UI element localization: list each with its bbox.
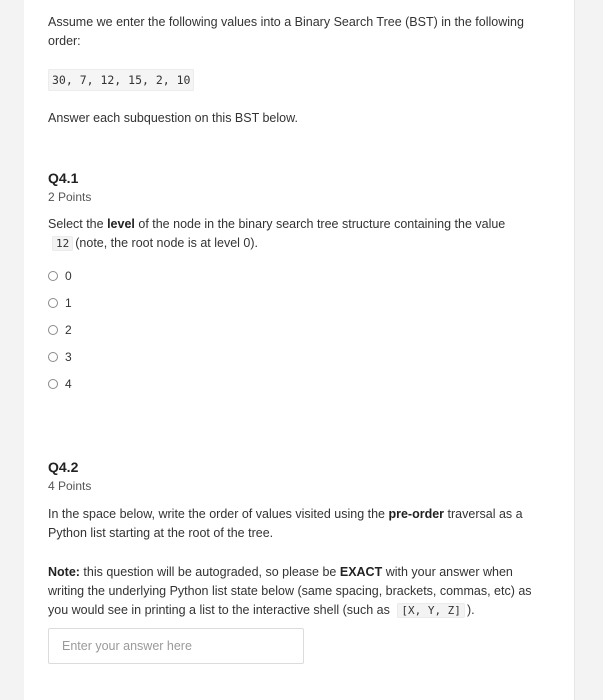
intro-text <box>48 13 538 51</box>
q2-prompt-suffix: traversal as a Python list starting at the root of the tree. <box>48 507 523 540</box>
note-label: Note: <box>48 565 80 579</box>
q2-points: 4 Points <box>48 479 92 493</box>
radio-button[interactable] <box>48 298 58 308</box>
q2-prompt-bold: pre-order <box>388 507 445 521</box>
intro-sentence: Assume we enter the following values into a Binary Search Tree (BST) in the following order: <box>48 15 524 48</box>
question-panel <box>24 0 575 700</box>
q1-prompt-bold: level <box>107 217 135 231</box>
q1-option-2[interactable] <box>48 316 72 343</box>
q1-prompt-middle: of the node in the binary search tree structure containing the value <box>134 217 506 231</box>
radio-button[interactable] <box>48 379 58 389</box>
note-end: ). <box>466 603 475 617</box>
note-part1: this question will be autograded, so please be <box>79 565 340 579</box>
q1-option-1[interactable] <box>48 289 72 316</box>
q1-title: Q4.1 <box>48 170 79 186</box>
q2-prompt-prefix: In the space below, write the order of values visited using the <box>48 507 389 521</box>
q2-header <box>48 459 91 493</box>
q2-title: Q4.2 <box>48 459 79 475</box>
answer-each-text: Answer each subquestion on this BST below. <box>48 111 298 125</box>
q2-prompt <box>48 505 538 543</box>
q1-option-3[interactable] <box>48 343 72 370</box>
radio-button[interactable] <box>48 352 58 362</box>
option-label: 3 <box>65 349 72 364</box>
q1-option-0[interactable] <box>48 262 72 289</box>
note-bold: EXACT <box>339 565 383 579</box>
q1-value-code: 12 <box>52 236 73 251</box>
q1-option-4[interactable] <box>48 370 72 397</box>
q1-prompt <box>48 215 528 253</box>
q1-header <box>48 170 91 204</box>
note-code: [X, Y, Z] <box>397 603 465 618</box>
option-label: 2 <box>65 322 72 337</box>
option-label: 0 <box>65 268 72 283</box>
option-label: 1 <box>65 295 72 310</box>
option-label: 4 <box>65 376 72 391</box>
q1-options <box>48 262 72 397</box>
note-part2: with your answer when writing the underlying Python list state below (same spacing, brackets, commas, etc) as you would see in printing a list to the interactive shell (such as <box>48 565 532 617</box>
radio-button[interactable] <box>48 325 58 335</box>
q2-note <box>48 563 538 620</box>
q1-prompt-suffix: (note, the root node is at level 0). <box>75 236 258 250</box>
q2-answer-input[interactable] <box>48 628 304 664</box>
q1-points: 2 Points <box>48 190 92 204</box>
q1-prompt-prefix: Select the <box>48 217 108 231</box>
radio-button[interactable] <box>48 271 58 281</box>
bst-values-code: 30, 7, 12, 15, 2, 10 <box>48 69 194 91</box>
